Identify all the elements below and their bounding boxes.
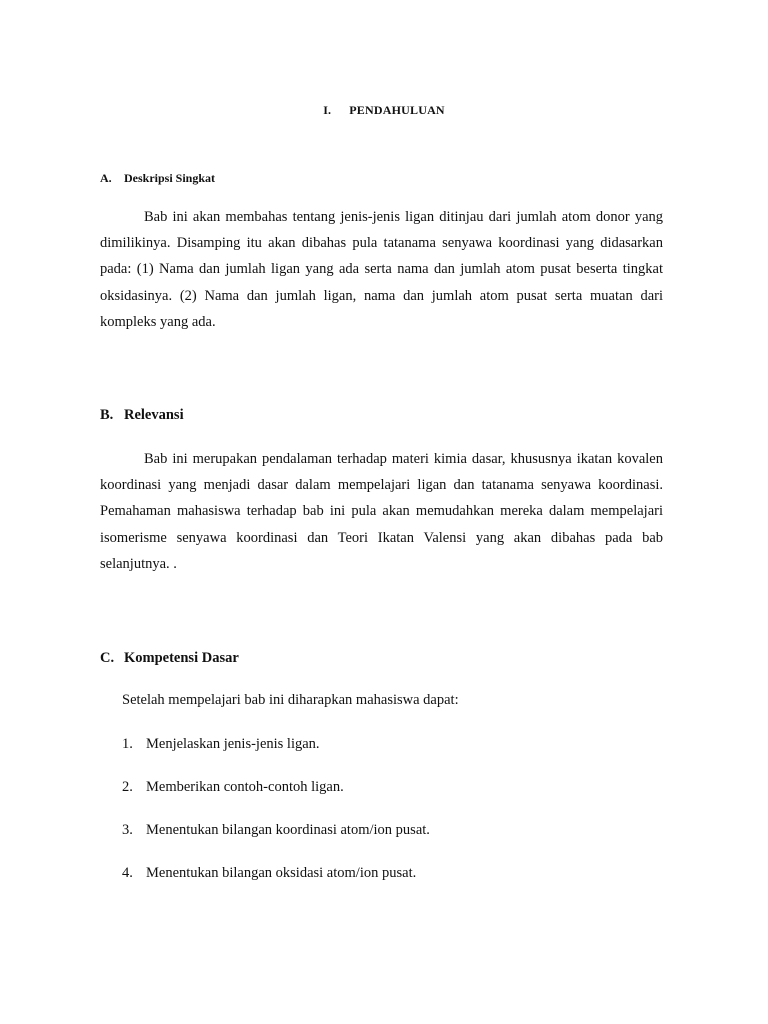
- list-item-text: Menjelaskan jenis-jenis ligan.: [146, 736, 320, 752]
- section-c-intro: Setelah mempelajari bab ini diharapkan mahasiswa dapat:: [122, 692, 459, 708]
- section-a-heading: [100, 171, 215, 186]
- section-c-letter: C.: [100, 650, 115, 666]
- list-item-number: 3.: [122, 822, 133, 838]
- list-item-text: Menentukan bilangan oksidasi atom/ion pusat.: [146, 865, 417, 881]
- section-b-heading: [100, 407, 184, 424]
- chapter-number: I.: [323, 103, 332, 117]
- list-item-text: Menentukan bilangan koordinasi atom/ion pusat.: [146, 822, 430, 838]
- section-c-title: Kompetensi Dasar: [124, 650, 239, 666]
- chapter-title: [0, 103, 768, 118]
- list-item: [122, 865, 416, 882]
- list-item: [122, 779, 344, 796]
- section-a-title: Deskripsi Singkat: [124, 171, 216, 185]
- list-item-number: 2.: [122, 779, 133, 795]
- list-item-text: Memberikan contoh-contoh ligan.: [146, 779, 344, 795]
- list-item-number: 4.: [122, 865, 133, 881]
- section-a-paragraph: Bab ini akan membahas tentang jenis-jenis ligan ditinjau dari jumlah atom donor yang dimilikinya. Disamping itu akan dibahas pula tatanama senyawa koordinasi yang didasarkan pada: (1) Nama dan jumlah ligan yang ada serta nama dan jumlah atom pusat beserta tingkat oksidasinya. (2) Nama dan jumlah ligan, nama dan jumlah atom pusat serta muatan dari kompleks yang ada.: [100, 209, 663, 330]
- section-b-title: Relevansi: [124, 407, 184, 423]
- section-a-letter: A.: [100, 171, 112, 185]
- list-item: [122, 736, 320, 753]
- list-item: [122, 822, 430, 839]
- section-c-heading: [100, 650, 239, 667]
- section-b-paragraph: Bab ini merupakan pendalaman terhadap materi kimia dasar, khususnya ikatan kovalen koordinasi yang menjadi dasar dalam mempelajari ligan dan tatanama senyawa koordinasi. Pemahaman mahasiswa terhadap bab ini pula akan memudahkan mereka dalam mempelajari isomerisme senyawa koordinasi dan Teori Ikatan Valensi yang akan dibahas pada bab selanjutnya. .: [100, 451, 663, 572]
- section-b-letter: B.: [100, 407, 114, 423]
- chapter-title-text: PENDAHULUAN: [349, 103, 445, 117]
- list-item-number: 1.: [122, 736, 133, 752]
